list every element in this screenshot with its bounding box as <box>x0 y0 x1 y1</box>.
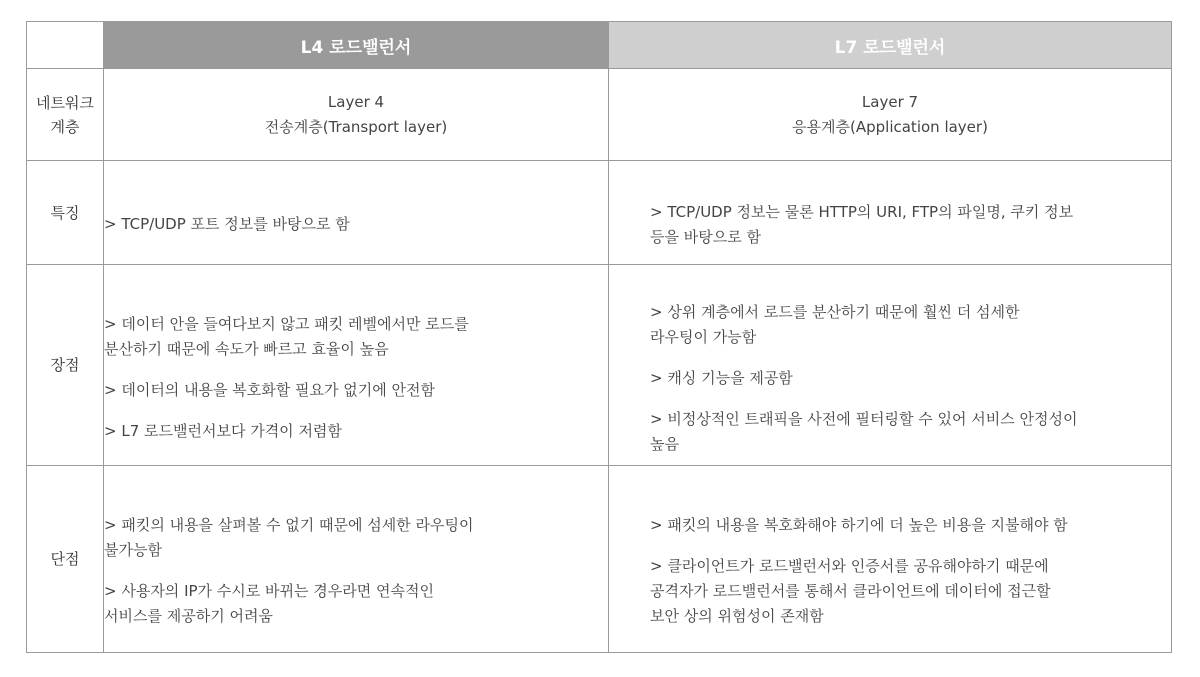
list-item <box>650 554 1141 629</box>
list-item <box>104 212 608 237</box>
item-line: > 클라이언트가 로드밸런서와 인증서를 공유해야하기 때문에 <box>650 557 1049 575</box>
item-line: 서비스를 제공하기 어려움 <box>104 607 273 625</box>
l7-layer-desc: 응용계층(Application layer) <box>792 117 988 136</box>
l7-layer-cell <box>609 69 1172 161</box>
list-item <box>104 513 608 563</box>
item-line: > 사용자의 IP가 수시로 바뀌는 경우라면 연속적인 <box>104 582 434 600</box>
l4-pros-cell <box>104 265 609 466</box>
list-item <box>104 419 608 444</box>
l4-layer-name: Layer 4 <box>327 92 385 111</box>
item-line: > 패킷의 내용을 복호화해야 하기에 더 높은 비용을 지불해야 함 <box>650 516 1068 534</box>
item-line: 등을 바탕으로 함 <box>650 227 761 246</box>
pros-row-label: 장점 <box>27 265 104 466</box>
layer-label-line2: 계층 <box>50 117 80 136</box>
layer-label-line1: 네트워크 <box>36 93 94 112</box>
item-line: 높음 <box>650 434 679 453</box>
list-item <box>104 579 608 629</box>
item-line: 라우팅이 가능함 <box>650 327 757 346</box>
l4-cons-cell <box>104 466 609 653</box>
header-row <box>27 22 1172 69</box>
cons-row <box>27 466 1172 653</box>
l4-layer-desc: 전송계층(Transport layer) <box>264 117 448 136</box>
cons-row-label: 단점 <box>27 466 104 653</box>
pros-row <box>27 265 1172 466</box>
list-item <box>650 300 1141 350</box>
item-line: > TCP/UDP 정보는 물론 HTTP의 URI, FTP의 파일명, 쿠키 정보 <box>650 202 1074 221</box>
item-line: 분산하기 때문에 속도가 빠르고 효율이 높음 <box>104 340 389 358</box>
l7-pros-cell <box>609 265 1172 466</box>
l7-cons-cell <box>609 466 1172 653</box>
features-row-label: 특징 <box>27 161 104 265</box>
l4-header: L4 로드밸런서 <box>104 22 609 69</box>
l7-header: L7 로드밸런서 <box>609 22 1172 69</box>
list-item <box>650 407 1141 457</box>
layer-row-label <box>27 69 104 161</box>
list-item <box>104 378 608 403</box>
list-item <box>650 200 1141 250</box>
l7-layer-name: Layer 7 <box>861 92 919 111</box>
comparison-table <box>26 21 1172 653</box>
l7-features-cell <box>609 161 1172 265</box>
l4-features-cell <box>104 161 609 265</box>
list-item <box>650 513 1141 538</box>
item-line: > L7 로드밸런서보다 가격이 저렴함 <box>104 422 342 440</box>
item-line: 공격자가 로드밸런서를 통해서 클라이언트에 데이터에 접근할 <box>650 582 1051 600</box>
item-line: > 비정상적인 트래픽을 사전에 필터링할 수 있어 서비스 안정성이 <box>650 409 1078 428</box>
item-line: > TCP/UDP 포트 정보를 바탕으로 함 <box>104 215 350 233</box>
item-line: 불가능함 <box>104 541 162 559</box>
item-line: > 상위 계층에서 로드를 분산하기 때문에 훨씬 더 섬세한 <box>650 302 1020 321</box>
features-row <box>27 161 1172 265</box>
item-line: > 데이터 안을 들여다보지 않고 패킷 레벨에서만 로드를 <box>104 315 469 333</box>
layer-row <box>27 69 1172 161</box>
item-line: > 패킷의 내용을 살펴볼 수 없기 때문에 섬세한 라우팅이 <box>104 516 474 534</box>
corner-cell <box>27 22 104 69</box>
list-item <box>650 366 1141 391</box>
item-line: > 캐싱 기능을 제공함 <box>650 368 793 387</box>
item-line: 보안 상의 위험성이 존재함 <box>650 607 824 625</box>
list-item <box>104 312 608 362</box>
item-line: > 데이터의 내용을 복호화할 필요가 없기에 안전함 <box>104 381 435 399</box>
l4-layer-cell <box>104 69 609 161</box>
